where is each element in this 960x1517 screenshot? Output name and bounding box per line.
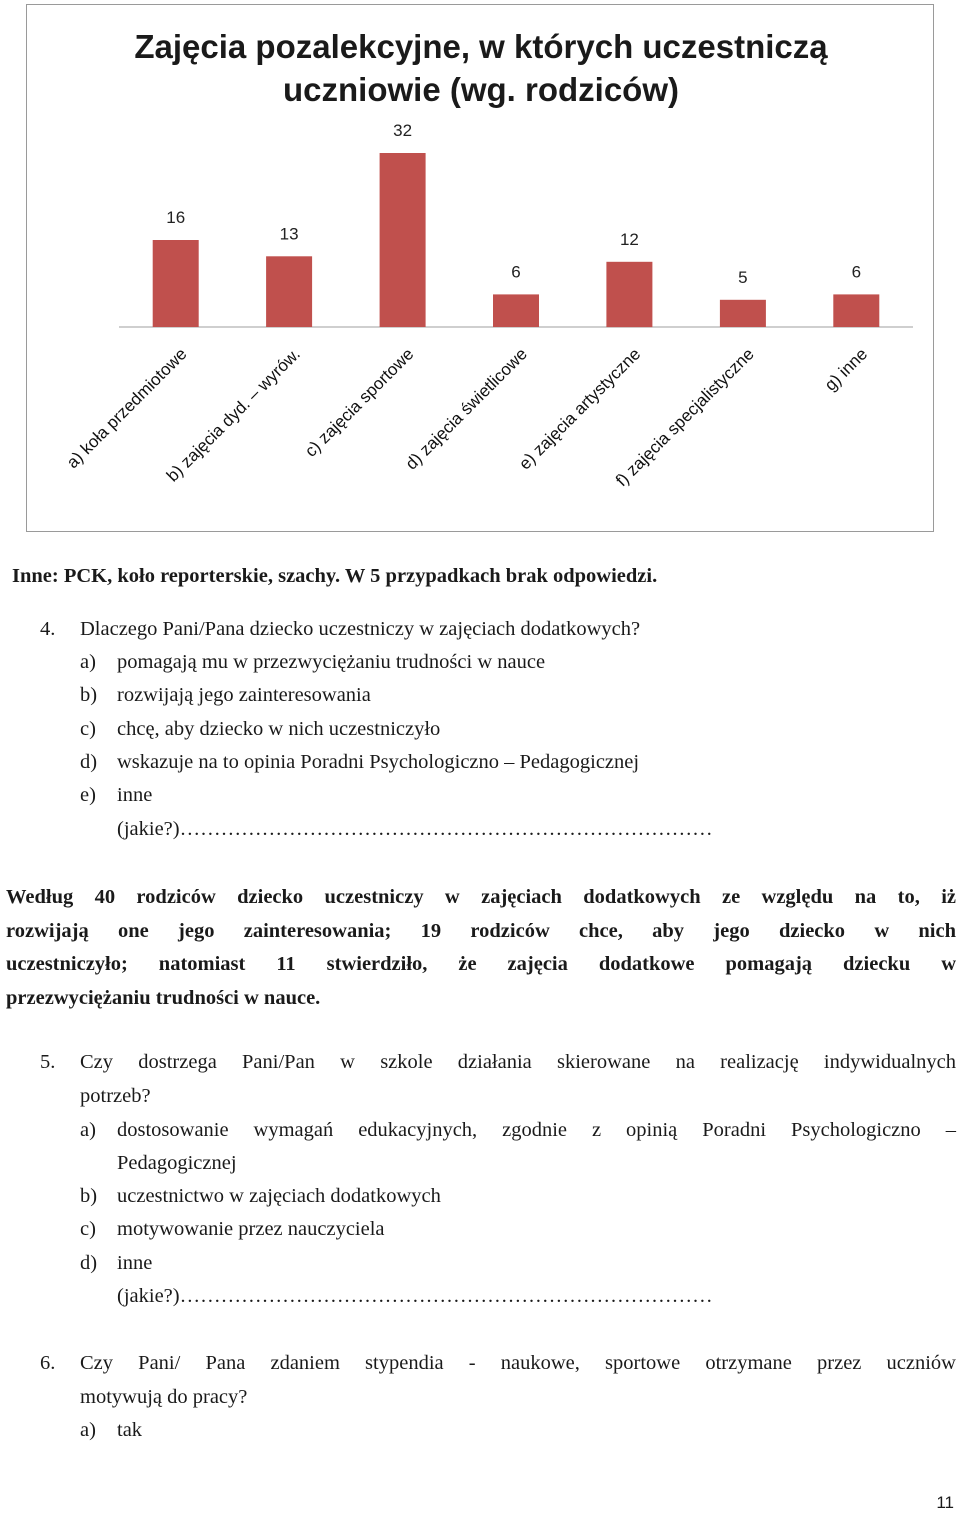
category-label: c) zajęcia sportowe bbox=[301, 344, 418, 461]
category-label: a) koła przedmiotowe bbox=[62, 344, 191, 473]
option-text: inne bbox=[117, 784, 153, 806]
option-text: inne bbox=[117, 1252, 153, 1274]
option-letter: d) bbox=[80, 751, 98, 773]
q6-question-line-2: motywują do pracy? bbox=[80, 1386, 248, 1408]
data-label: 5 bbox=[738, 267, 748, 287]
data-label: 12 bbox=[619, 229, 639, 249]
data-label: 32 bbox=[393, 121, 413, 140]
option-letter: a) bbox=[80, 1119, 96, 1141]
q6-question-line-1: Czy Pani/ Pana zdaniem stypendia - naukowe, sportowe otrzymane przez uczniów bbox=[80, 1352, 956, 1374]
option-letter: c) bbox=[80, 718, 96, 740]
data-label: 6 bbox=[851, 262, 862, 282]
bar bbox=[493, 294, 539, 327]
chart-title-line-1: Zajęcia pozalekcyjne, w których uczestniczą bbox=[134, 28, 828, 65]
summary-line: Według 40 rodziców dziecko uczestniczy w zajęciach dodatkowych ze względu na to, iż bbox=[6, 886, 956, 908]
chart-title-line-2: uczniowie (wg. rodziców) bbox=[283, 71, 679, 108]
data-label: 13 bbox=[279, 224, 299, 244]
data-label: 6 bbox=[511, 262, 521, 282]
option-letter: b) bbox=[80, 684, 98, 706]
summary-paragraph bbox=[6, 881, 956, 1015]
category-label: b) zajęcia dyd. – wyrów. bbox=[162, 344, 304, 486]
option-letter: a) bbox=[80, 651, 96, 673]
category-label: f) zajęcia specjalistyczne bbox=[612, 344, 758, 491]
option-text: rozwijają jego zainteresowania bbox=[117, 684, 371, 706]
category-label: d) zajęcia świetlicowe bbox=[401, 344, 531, 474]
option-text: uczestnictwo w zajęciach dodatkowych bbox=[117, 1185, 441, 1207]
option-letter: d) bbox=[80, 1252, 98, 1274]
category-label: e) zajęcia artystyczne bbox=[515, 344, 645, 474]
q5-option-a-line-2: Pedagogicznej bbox=[117, 1152, 237, 1174]
bar bbox=[720, 300, 766, 327]
option-letter: e) bbox=[80, 784, 96, 806]
page-number: 11 bbox=[936, 1493, 954, 1512]
q4-other-prompt: (jakie?)…………………………………………………………………… bbox=[117, 818, 713, 840]
bar bbox=[266, 256, 312, 327]
q5-other-prompt: (jakie?)…………………………………………………………………… bbox=[117, 1285, 713, 1307]
note-other: Inne: PCK, koło reporterskie, szachy. W 5 przypadkach brak odpowiedzi. bbox=[12, 565, 658, 587]
option-text: tak bbox=[117, 1419, 143, 1441]
option-text: pomagają mu w przezwyciężaniu trudności w nauce bbox=[117, 651, 546, 673]
q5-question-line-2: potrzeb? bbox=[80, 1085, 151, 1107]
q4-question: Dlaczego Pani/Pana dziecko uczestniczy w zajęciach dodatkowych? bbox=[80, 618, 641, 640]
option-letter: b) bbox=[80, 1185, 98, 1207]
bar bbox=[833, 294, 879, 327]
summary-line: przezwyciężaniu trudności w nauce. bbox=[6, 986, 321, 1009]
bar bbox=[380, 153, 426, 327]
option-text: dostosowanie wymagań edukacyjnych, zgodnie z opinią Poradni Psychologiczno – bbox=[117, 1119, 956, 1141]
option-text: wskazuje na to opinia Poradni Psychologiczno – Pedagogicznej bbox=[117, 751, 640, 773]
q6-number: 6. bbox=[40, 1352, 56, 1374]
option-letter: a) bbox=[80, 1419, 96, 1441]
q4-number: 4. bbox=[40, 618, 56, 640]
q5-question-line-1: Czy dostrzega Pani/Pan w szkole działania skierowane na realizację indywidualnych bbox=[80, 1051, 956, 1073]
option-text: motywowanie przez nauczyciela bbox=[117, 1218, 385, 1240]
summary-line: rozwijają one jego zainteresowania; 19 rodziców chce, aby jego dziecko w nich bbox=[6, 919, 956, 942]
chart bbox=[26, 4, 934, 532]
option-text: chcę, aby dziecko w nich uczestniczyło bbox=[117, 718, 441, 740]
chart-plot bbox=[27, 5, 935, 533]
data-label: 16 bbox=[166, 208, 186, 227]
bar bbox=[606, 262, 652, 327]
q5-number: 5. bbox=[40, 1051, 56, 1073]
summary-line: uczestniczyło; natomiast 11 stwierdziło, że zajęcia dodatkowe pomagają dziecku w bbox=[6, 953, 956, 975]
category-label: g) inne bbox=[820, 344, 872, 395]
option-letter: c) bbox=[80, 1218, 96, 1240]
bar bbox=[153, 240, 199, 327]
